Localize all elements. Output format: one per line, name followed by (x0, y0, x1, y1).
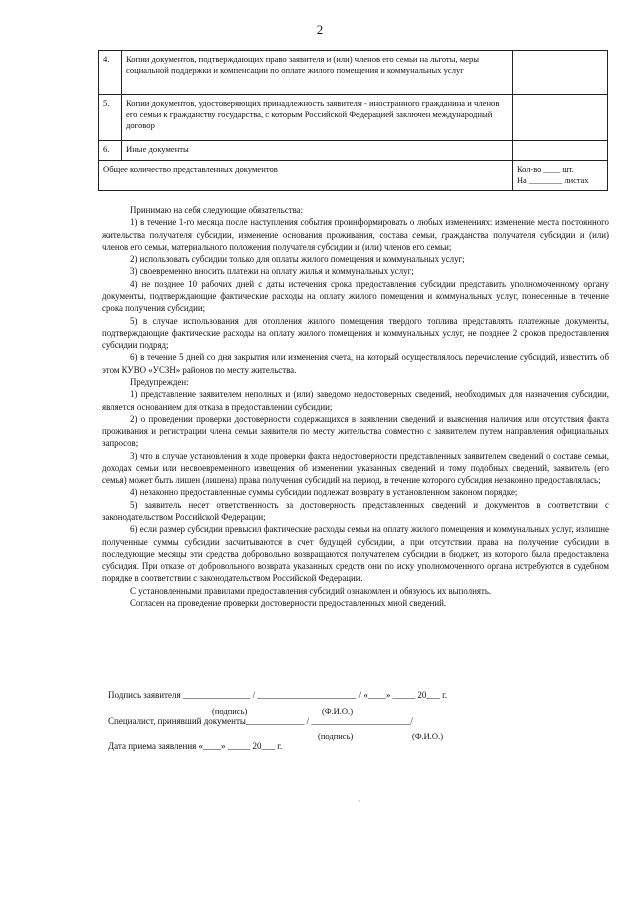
row-count-cell (513, 95, 608, 141)
obligation-item: 1) в течение 1-го месяца после наступления события проинформировать о любых изменениях: изменение места постоянного жительства получателя субсидии, изменение основания проживания, состава семьи, гражданства получателя субсидии и (или) членов его семьи, материального положения получателя субсидии и (или) членов его семьи; (102, 217, 609, 252)
count-pieces: Кол-во ____ шт. (517, 165, 574, 174)
row-number: 6. (99, 141, 122, 161)
applicant-signature-caption: (подпись) (212, 706, 248, 716)
acknowledge-text: С установленными правилами предоставления субсидий ознакомлен и обязуюсь их выполнять. (130, 585, 492, 596)
obligation-item: 3) своевременно вносить платежи на оплату жилья и коммунальных услуг; (130, 266, 414, 277)
documents-table (98, 50, 608, 191)
applicant-name-caption: (Ф.И.О.) (322, 706, 354, 716)
scan-speck: · (358, 797, 361, 806)
count-sheets: На ________ листах (517, 176, 589, 186)
obligation-item: 2) использовать субсидии только для оплаты жилого помещения и коммунальных услуг; (130, 254, 465, 265)
obligation-item: 5) в случае использования для отопления жилого помещения твердого топлива представлять платежные документы, подтверждающие фактические расходы на оплату жилого помещения и коммунальных услуг, не позднее 2 сроков предоставления субсидии подряд; (102, 315, 609, 351)
applicant-signature-line: Подпись заявителя _______________ / ______________________ / «____» _____ 20___ г. (108, 690, 448, 700)
specialist-name-caption: (Ф.И.О.) (412, 731, 444, 741)
table-row (99, 141, 608, 161)
warning-item: 5) заявитель несет ответственность за достоверность представленных сведений и документов в соответствии с законодательством Российской Федерации; (102, 499, 609, 523)
row-count-cell (513, 141, 608, 161)
obligation-item: 6) в течение 5 дней со дня закрытия или изменения счета, на который осуществлялось перечисление субсидий, известить об этом КУВО «УСЗН» районов по месту жительства. (102, 352, 609, 375)
row-number: 5. (99, 95, 122, 141)
consent-text: Согласен на проведение проверки достоверности предоставленных мной сведений. (130, 598, 447, 608)
row-text: Иные документы (122, 141, 513, 161)
specialist-signature-line: Специалист, принявший документы_____________ / ______________________/ (108, 716, 413, 726)
table-row (99, 51, 608, 95)
total-count-cell (513, 161, 608, 191)
total-label: Общее количество представленных документов (99, 161, 513, 191)
row-number: 4. (99, 51, 122, 95)
warning-item: 3) что в случае установления в ходе проверки факта недостоверности представленных заявителем сведений о составе семьи, доходах семьи или несвоевременного извещения об изменении указанных сведений и тому подобных сведений, заявитель (его семья) может быть лишен (лишена) права получения субсидий на период, в течение которого субсидия незаконно предоставлялась; (102, 450, 609, 486)
warning-item: 1) представление заявителем неполных и (или) заведомо недостоверных сведений, необходимых для назначения субсидии, является основанием для отказа в предоставлении субсидии; (102, 389, 609, 412)
receipt-date-line: Дата приема заявления «____» _____ 20___ г. (108, 741, 283, 751)
table-row (99, 95, 608, 141)
obligations-intro: Принимаю на себя следующие обязательства: (130, 205, 304, 215)
total-row (99, 161, 608, 191)
warned-title: Предупрежден: (130, 376, 189, 387)
warning-item: 4) незаконно предоставленные суммы субсидии подлежат возврату в установленном законом порядке; (130, 487, 518, 498)
row-count-cell (513, 51, 608, 95)
warning-item: 6) если размер субсидии превысил фактические расходы семьи на оплату жилого помещения и коммунальных услуг, излишне полученные суммы субсидии засчитываются в счет будущей субсидии, а при отсутствии права на получение субсидии в последующие месяцы эти средства добровольно возвращаются получателем субсидии в бюджет, из которого была предоставлена субсидия. При отказе от добровольного возврата указанных средств они по иску уполномоченного органа истребуются в судебном порядке в соответствии с законодательством Российской Федерации. (102, 524, 609, 584)
specialist-signature-caption: (подпись) (318, 731, 354, 741)
row-text: Копии документов, удостоверяющих принадлежность заявителя - иностранного гражданина и членов его семьи к гражданству государства, с которым Российской Федерацией заключен международный договор (122, 95, 513, 141)
row-text: Копии документов, подтверждающих право заявителя и (или) членов его семьи на льготы, меры социальной поддержки и компенсации по оплате жилого помещения и коммунальных услуг (122, 51, 513, 95)
warning-item: 2) о проведении проверки достоверности содержащихся в заявлении сведений и выяснения наличия или отсутствия факта проживания и регистрации члена семьи заявителя по месту жительства совместно с заявителем путем направления официальных запросов; (102, 413, 609, 449)
document-body (102, 204, 609, 609)
obligation-item: 4) не позднее 10 рабочих дней с даты истечения срока предоставления субсидии представить уполномоченному органу документы, подтверждающие фактические расходы на оплату жилого помещения и коммунальных услуг, понесенные в течение срока получения субсидии; (102, 278, 609, 314)
page-number: 2 (316, 22, 324, 37)
